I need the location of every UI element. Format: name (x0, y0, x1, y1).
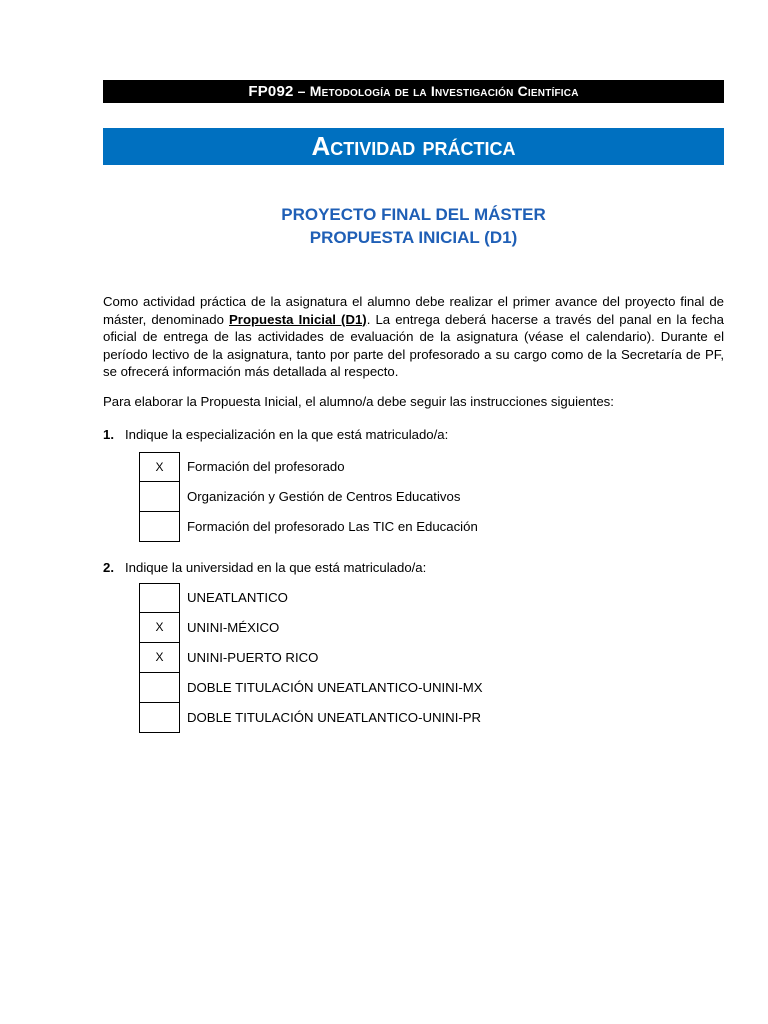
course-header-bar (103, 80, 724, 103)
option-checkbox[interactable] (139, 482, 180, 512)
project-title-line1: PROYECTO FINAL DEL MÁSTER (281, 205, 546, 224)
option-checkbox[interactable]: X (139, 452, 180, 482)
option-label: Formación del profesorado Las TIC en Educación (187, 519, 478, 534)
instructions-paragraph: Para elaborar la Propuesta Inicial, el alumno/a debe seguir las instrucciones siguientes: (103, 394, 614, 409)
question-text: Indique la especialización en la que está matriculado/a: (125, 427, 449, 442)
option-checkbox[interactable] (139, 583, 180, 613)
option-checkbox[interactable]: X (139, 613, 180, 643)
option-label: Formación del profesorado (187, 459, 345, 474)
question-1 (103, 426, 448, 443)
option-label: UNINI-PUERTO RICO (187, 650, 319, 665)
question-number: 2. (103, 560, 114, 575)
question-number: 1. (103, 427, 114, 442)
option-checkbox[interactable] (139, 703, 180, 733)
intro-text-before: Como actividad práctica de la asignatura el alumno debe realizar el primer avance del proyecto final de máster, denominado (103, 294, 724, 327)
project-title (103, 203, 724, 249)
option-checkbox[interactable] (139, 512, 180, 542)
intro-text-after: . La entrega deberá hacerse a través del panal en la fecha oficial de entrega de las actividades de evaluación de la asignatura (véase el calendario). Durante el período lectivo de la asignatura, tanto por parte del profesorado a su cargo como de la Secretaría de PF, se ofrecerá información más detallada al respecto. (103, 311, 725, 380)
option-label: Organización y Gestión de Centros Educativos (187, 489, 461, 504)
course-code: FP092 (248, 83, 294, 100)
option-checkbox[interactable]: X (139, 643, 180, 673)
intro-paragraph (103, 293, 724, 381)
option-label: DOBLE TITULACIÓN UNEATLANTICO-UNINI-PR (187, 710, 482, 725)
option-label: UNINI-MÉXICO (187, 620, 280, 635)
question-text: Indique la universidad en la que está matriculado/a: (125, 560, 427, 575)
option-checkbox[interactable] (139, 673, 180, 703)
question-2 (103, 559, 426, 576)
course-name: – Metodología de la Investigación Científica (293, 83, 579, 99)
activity-title-bar: Actividad práctica (103, 128, 724, 165)
option-label: UNEATLANTICO (187, 590, 288, 605)
project-title-line2: PROPUESTA INICIAL (D1) (309, 228, 518, 247)
option-label: DOBLE TITULACIÓN UNEATLANTICO-UNINI-MX (187, 680, 483, 695)
intro-highlight: Propuesta Inicial (D1) (229, 311, 367, 327)
